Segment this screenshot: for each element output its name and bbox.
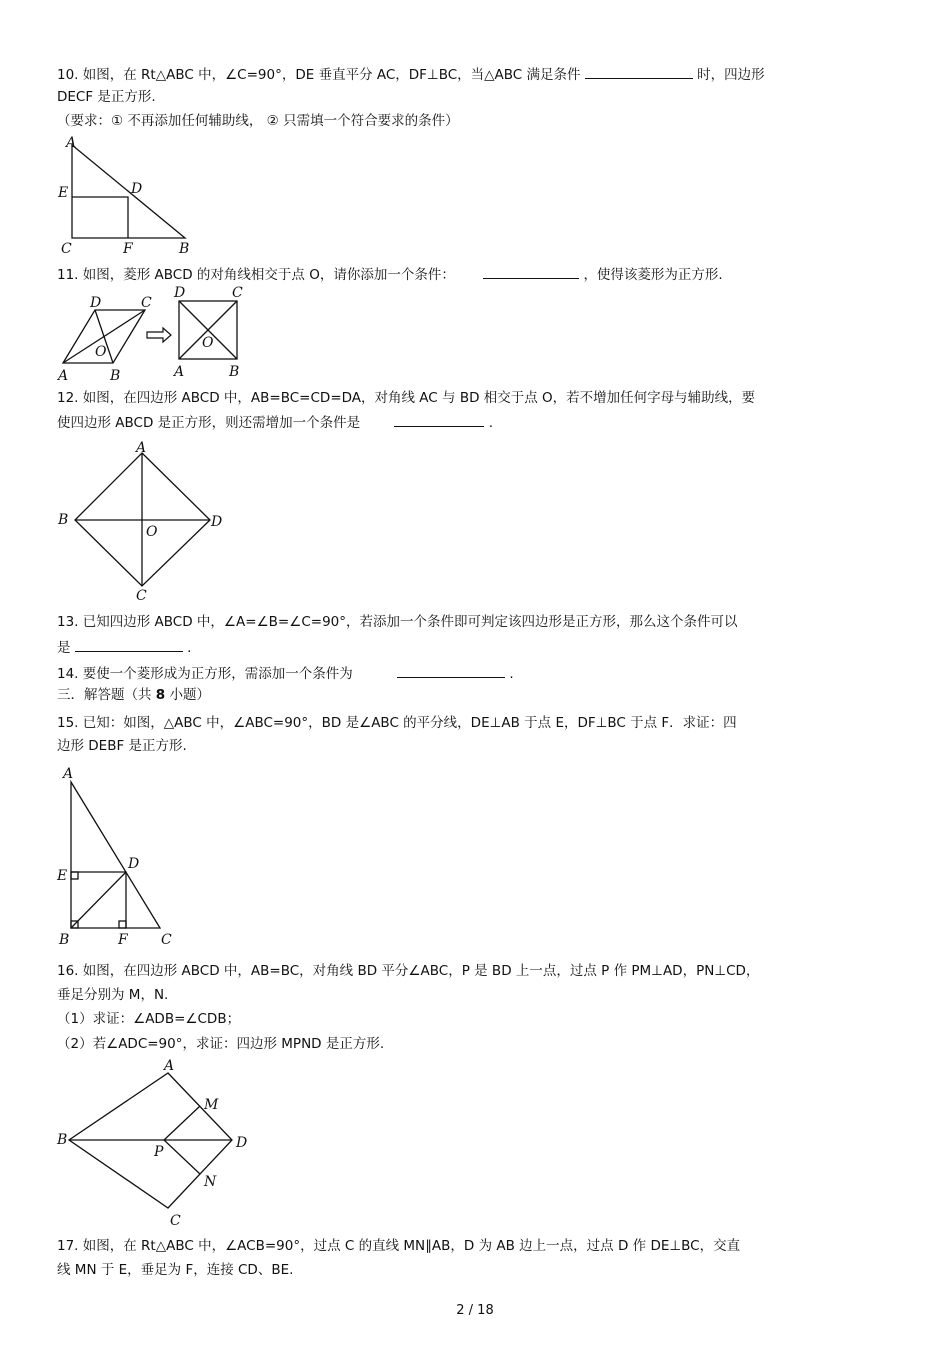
right-arrow-icon [147, 328, 171, 342]
q12-label-d: D [211, 514, 223, 530]
q11-label-b2: B [229, 364, 240, 380]
q16-line2: 垂足分别为 M，N. [57, 987, 169, 1003]
q11-label-o1: O [95, 344, 107, 360]
q14-text-before-blank: 14. 要使一个菱形成为正方形，需添加一个条件为 [57, 666, 353, 682]
page-number: 2 / 18 [456, 1303, 494, 1318]
q11-label-d2: D [174, 285, 186, 301]
q12-label-o: O [146, 524, 158, 540]
q11-label-c1: C [141, 295, 152, 311]
q11-label-b1: B [110, 368, 121, 384]
q11-answer-blank[interactable] [483, 264, 579, 279]
q10-text-before-blank: 10. 如图，在 Rt△ABC 中，∠C=90°，DE 垂直平分 AC，DF⊥BC，当△ABC 满足条件 [57, 67, 581, 83]
q15-label-e: E [57, 868, 68, 884]
q16-label-m: M [204, 1097, 219, 1113]
q16-label-c: C [170, 1213, 181, 1229]
q13-line1: 13. 已知四边形 ABCD 中，∠A=∠B=∠C=90°，若添加一个条件即可判定该四边形是正方形，那么这个条件可以 [57, 614, 738, 630]
q16-label-n: N [204, 1174, 217, 1190]
q10-text-after-blank: 时，四边形 [697, 67, 765, 83]
q12-text-after-blank: . [488, 415, 494, 431]
q11-text-before-blank: 11. 如图，菱形 ABCD 的对角线相交于点 O，请你添加一个条件： [57, 267, 455, 283]
q16-label-b: B [57, 1132, 68, 1148]
q15-label-b: B [59, 932, 70, 948]
q17-line1: 17. 如图，在 Rt△ABC 中，∠ACB=90°，过点 C 的直线 MN∥AB，D 为 AB 边上一点，过点 D 作 DE⊥BC，交直 [57, 1238, 741, 1254]
q11-label-o2: O [202, 335, 214, 351]
q12-line2 [57, 412, 493, 432]
q12-label-b: B [58, 512, 69, 528]
q15-label-c: C [161, 932, 172, 948]
q12-text-before-blank: 使四边形 ABCD 是正方形，则还需增加一个条件是 [57, 415, 361, 431]
q15-label-f: F [118, 932, 128, 948]
q10-line1 [57, 64, 765, 84]
q10-figure [55, 135, 205, 260]
q13-line2 [57, 637, 191, 657]
q14-line [57, 663, 514, 683]
q13-answer-blank[interactable] [75, 637, 183, 652]
q15-figure [55, 762, 185, 952]
q10-label-a: A [66, 135, 77, 151]
q13-text-after-blank: . [187, 640, 192, 656]
q16-figure [55, 1058, 265, 1230]
q10-line2: DECF 是正方形. [57, 89, 156, 105]
q13-text-before-blank: 是 [57, 640, 71, 656]
section-heading [57, 686, 210, 704]
section-heading-after: 小题） [165, 687, 210, 703]
q11-label-a1: A [58, 368, 69, 384]
q15-line2: 边形 DEBF 是正方形. [57, 738, 187, 754]
q15-line1: 15. 已知：如图，△ABC 中，∠ABC=90°，BD 是∠ABC 的平分线，DE⊥AB 于点 E，DF⊥BC 于点 F．求证：四 [57, 715, 737, 731]
q11-figure [55, 283, 255, 383]
q10-label-c: C [61, 241, 72, 257]
section-question-count: 8 [155, 687, 166, 703]
q15-label-a: A [63, 766, 74, 782]
q16-line1: 16. 如图，在四边形 ABCD 中，AB=BC，对角线 BD 平分∠ABC，P 是 BD 上一点，过点 P 作 PM⊥AD，PN⊥CD， [57, 963, 760, 979]
section-heading-before: 三．解答题（共 [57, 687, 156, 703]
q10-label-e: E [58, 185, 69, 201]
q15-label-d: D [128, 856, 140, 872]
q14-text-after-blank: . [509, 666, 514, 682]
q12-line1: 12. 如图，在四边形 ABCD 中，AB=BC=CD=DA，对角线 AC 与 BD 相交于点 O，若不增加任何字母与辅助线，要 [57, 390, 756, 406]
q10-requirements: （要求：① 不再添加任何辅助线， ② 只需填一个符合要求的条件） [57, 113, 459, 129]
q16-label-a: A [164, 1058, 175, 1074]
q11-label-d1: D [90, 295, 102, 311]
q12-label-c: C [136, 588, 147, 604]
q12-answer-blank[interactable] [394, 412, 484, 427]
q10-label-f: F [123, 241, 133, 257]
q11-label-c2: C [232, 285, 243, 301]
q11-line [57, 264, 723, 284]
q10-answer-blank[interactable] [585, 64, 693, 79]
q16-part2: （2）若∠ADC=90°，求证：四边形 MPND 是正方形. [57, 1036, 385, 1052]
q16-label-p: P [154, 1144, 164, 1160]
q12-label-a: A [136, 440, 147, 456]
q10-label-d: D [131, 181, 143, 197]
q10-label-b: B [179, 241, 190, 257]
q12-figure [55, 438, 235, 603]
q11-label-a2: A [174, 364, 185, 380]
q16-part1: （1）求证：∠ADB=∠CDB； [57, 1011, 241, 1027]
q14-answer-blank[interactable] [397, 663, 505, 678]
q17-line2: 线 MN 于 E，垂足为 F，连接 CD、BE. [57, 1262, 294, 1278]
q11-text-after-blank: ，使得该菱形为正方形. [583, 267, 723, 283]
q16-label-d: D [236, 1135, 248, 1151]
